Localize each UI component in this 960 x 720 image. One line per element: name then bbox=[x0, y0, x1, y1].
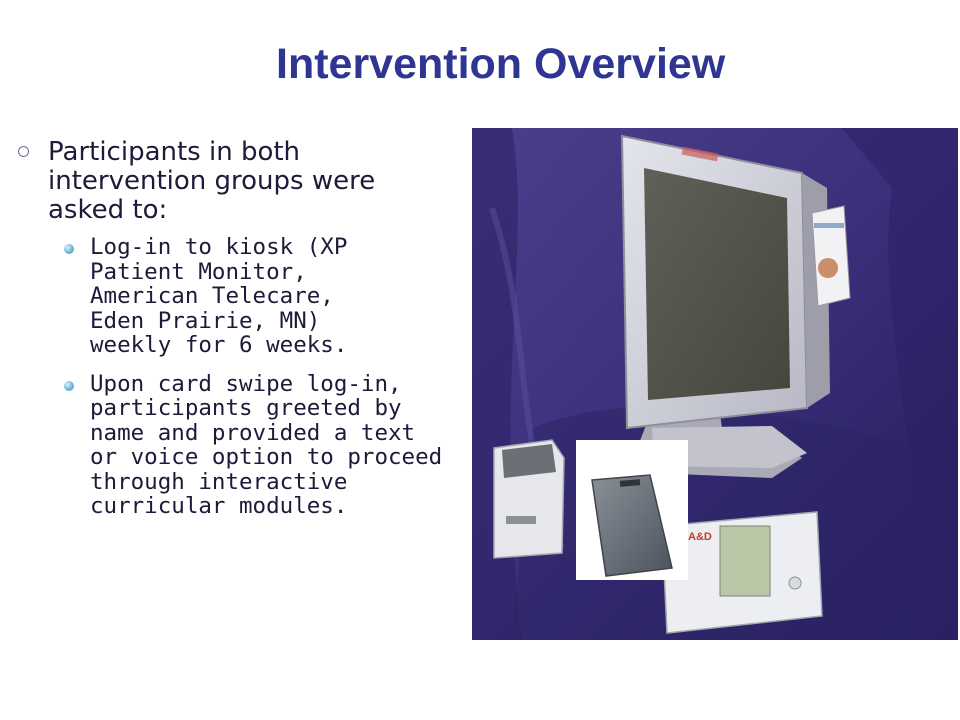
main-bullet bbox=[18, 138, 458, 225]
sub-bullet bbox=[60, 372, 458, 519]
bullet-list bbox=[18, 138, 458, 519]
sub-bullet-text: Upon card swipe log-in, participants greeted by name and provided a text or voice option to proceed through interactive curricular modules. bbox=[90, 370, 443, 519]
slide-title-text: Intervention Overview bbox=[276, 40, 726, 88]
id-card bbox=[812, 206, 850, 306]
main-bullet-text: Participants in both intervention groups were asked to: bbox=[48, 137, 376, 225]
slide-title bbox=[276, 40, 725, 89]
kiosk-photo bbox=[472, 128, 958, 640]
filled-circle-bullet-icon bbox=[64, 381, 74, 391]
kiosk-screen bbox=[644, 168, 790, 400]
filled-circle-bullet-icon bbox=[64, 244, 74, 254]
svg-text:A&D: A&D bbox=[688, 531, 712, 543]
sub-bullet bbox=[60, 235, 458, 358]
hollow-circle-bullet-icon bbox=[18, 146, 29, 157]
scale-inset-photo bbox=[576, 440, 688, 580]
sub-bullet-text: Log-in to kiosk (XP Patient Monitor, American Telecare, Eden Prairie, MN) weekly for 6 weeks. bbox=[90, 234, 348, 358]
printer-device bbox=[494, 440, 564, 558]
